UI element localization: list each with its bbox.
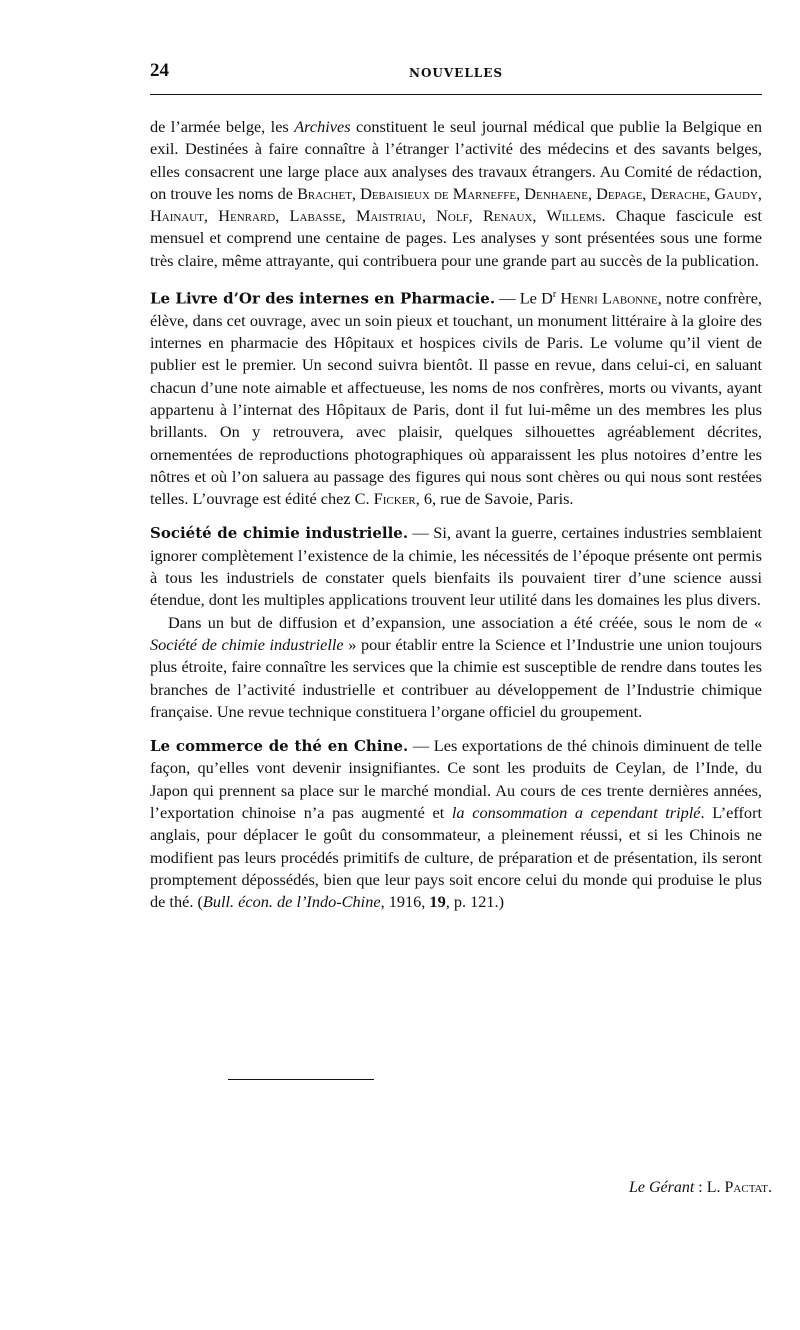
signature-label: Le Gérant	[628, 1179, 695, 1196]
italic-text: Société de chimie industrielle	[150, 634, 344, 654]
text-run: — Le D	[495, 288, 553, 308]
paragraph	[150, 522, 762, 611]
signature-name: L. Pactat.	[706, 1179, 772, 1196]
text-run: » pour établir entre la Science et l’Industrie une union toujours plus étroite, faire connaître les services que la chimie est susceptible de rendre dans toutes les branches de l’activité industrielle et contribuer au développement de l’Industrie chimique française. Une revue technique constituera l’organe officiel du groupement.	[150, 634, 762, 721]
italic-text: la consommation a cependant triplé	[451, 803, 701, 823]
running-head: NOUVELLES	[408, 66, 504, 80]
name-smallcaps: Henri Labonne	[560, 288, 658, 308]
header-rule	[150, 94, 762, 95]
paragraph-gap	[150, 510, 762, 522]
page	[150, 60, 763, 912]
signature-separator: :	[694, 1179, 707, 1196]
name-smallcaps: Ficker	[373, 489, 416, 509]
section-heading: Société de chimie industrielle.	[150, 524, 409, 543]
end-rule	[228, 1079, 374, 1080]
signature	[629, 1179, 772, 1197]
section-heading: Le Livre d’Or des internes en Pharmacie.	[150, 289, 496, 308]
superscript: r	[552, 289, 557, 301]
text-run: — Les exportations de thé chinois diminuent de telle façon, qu’elles vont devenir insignifiantes. Ce sont les produits de Ceylan, de l’Inde, du Japon qui prennent sa place sur le marché mondial. Au cours de ces trente dernières années, l’exportation chinoise n’a pas augmenté et	[150, 736, 763, 823]
paragraph	[150, 735, 762, 913]
name-smallcaps: Brachet, Debaisieux de Marneffe, Denhaene, Depage, Derache, Gaudy, Hainaut, Henrard, Labasse, Maistriau, Nolf, Renaux, Willems	[150, 183, 762, 226]
text-run: constituent le seul journal médical que publie la Belgique en exil. Destinées à faire connaître à l’étranger l’activité des médecins et des savants belges, elles consacrent une large place aux analyses des travaux étrangers. Au Comité de rédaction, on trouve les noms de	[150, 117, 762, 203]
paragraph	[150, 284, 762, 510]
section-heading: Le commerce de thé en Chine.	[150, 737, 409, 756]
page-header	[150, 60, 762, 94]
text-run: . L’effort anglais, pour déplacer le goût du consommateur, a pleinement réussi, et si les Chinois ne modifient pas leurs procédés primitifs de culture, de préparation et de présentation, ils seront promptement dépossédés, bien que leur pays soit encore celui du monde qui produise le plus de thé. (	[150, 803, 763, 912]
paragraph-gap	[150, 723, 762, 735]
text-run: — Si, avant la guerre, certaines industries semblaient ignorer complètement l’existence de la chimie, les nécessités de l’époque présente ont permis à tous les industriels de constater quels bienfaits ils pouvaient tirer d’une science aussi étendue, dont les multiples applications trouvent leur utilité dans les domaines les plus divers.	[150, 523, 762, 610]
text-run: Dans un but de diffusion et d’expansion, une association a été créée, sous le nom de «	[168, 612, 762, 632]
text-run: de l’armée belge, les	[150, 117, 295, 136]
italic-text: Bull. écon. de l’Indo-Chine	[202, 892, 381, 912]
paragraph-gap	[150, 272, 762, 284]
article-body	[150, 116, 762, 914]
text-run: , 1916,	[380, 892, 430, 912]
text-run: , 6, rue de Savoie, Paris.	[415, 489, 574, 509]
page-number: 24	[150, 60, 169, 81]
paragraph	[150, 116, 762, 272]
text-run: , p. 121.)	[445, 892, 505, 912]
paragraph	[150, 612, 762, 723]
bold-number: 19	[429, 892, 446, 912]
italic-text: Archives	[294, 117, 351, 136]
text-run: . Chaque fascicule est mensuel et comprend une centaine de pages. Les analyses y sont présentées sous une forme très claire, même attrayante, qui contribuera pour une grande part au succès de la publication.	[150, 206, 762, 270]
text-run: , notre confrère, élève, dans cet ouvrage, avec un soin pieux et touchant, un monument littéraire à la gloire des internes en pharmacie des Hôpitaux et hospices civils de Paris. Le volume qu’il vient de publier est le premier. Un second suivra bientôt. Il passe en revue, dans celui-ci, en saluant chacun d’une note aimable et affectueuse, les noms de nos confrères, morts ou vivants, ayant appartenu à l’internat des Hôpitaux de Paris, dont il fut lui-même un des membres les plus brillants. On y retrouvera, avec plaisir, quelques silhouettes agréablement décrites, ornementées de reproductions photographiques où apparaissent les plus notoires d’entre les nôtres et où l’on saluera au passage des figures qui nous sont chères ou qui nous sont restées telles. L’ouvrage est édité chez C.	[150, 288, 762, 509]
